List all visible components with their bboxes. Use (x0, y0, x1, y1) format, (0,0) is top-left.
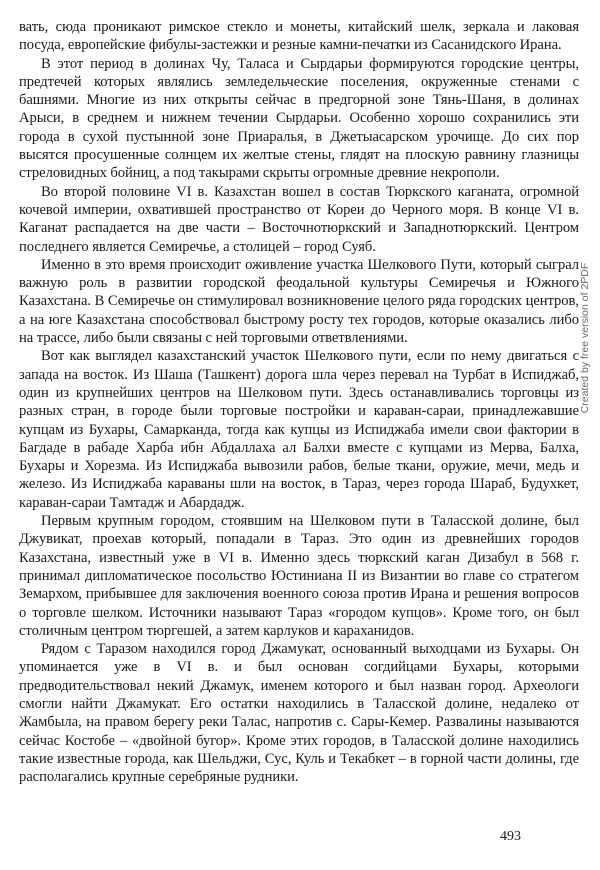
watermark-text: Created by free version of 2PDF (579, 262, 591, 414)
document-page (19, 18, 579, 786)
paragraph-5: Вот как выглядел казахстанский участок Шелкового пути, если по нему двигаться с запада на восток. Из Шаша (Ташкент) дорога шла через перевал на Турбат в Испиджаб, один из крупнейших центров на Шелковом пути. Здесь останавливались торговцы из разных стран, в городе были торговые постройки и караван-сараи, принадлежавшие купцам из Бухары, Самарканда, тогда как купцы из Испиджаба имели свои фактории в Багдаде в рабаде Харба ибн Абдаллаха ал Балхи вместе с купцами из Мерва, Балха, Бухары и Хорезма. Из Испиджаба вывозили рабов, белые ткани, оружие, мечи, медь и железо. Из Испиджаба караваны шли на восток, в Тараз, через города Шараб, Будухкет, караван-сараи Тамтадж и Абардадж. (19, 348, 579, 511)
paragraph-3: Во второй половине VI в. Казахстан вошел в состав Тюркского каганата, огромной кочевой империи, охватившей пространство от Кореи до Черного моря. В конце VI в. Каганат распадается на две части – Восточнотюркский и Западнотюркский. Центром последнего является Семиречье, а столицей – город Суяб. (19, 183, 579, 255)
paragraph-4: Именно в это время происходит оживление участка Шелкового Пути, который сыграл важную роль в развитии городской феодальной культуры Семиречья и Южного Казахстана. В Семиречье он стимулировал возникновение целого ряда городских центров, а на юге Казахстана способствовал быстрому росту тех городов, которые оказались либо на трассе, либо были связаны с ней торговыми ответвлениями. (19, 256, 579, 347)
paragraph-6: Первым крупным городом, стоявшим на Шелковом пути в Таласской долине, был Джувикат, проехав который, попадали в Тараз. Это один из древнейших городов Казахстана, известный уже в VI в. Именно здесь тюркский каган Дизабул в 568 г. принимал дипломатическое посольство Юстиниана II из Византии во главе со стратегом Земархом, прибывшее для заключения военного союза против Ирана и решения вопросов о торговле шелком. Источники называют Тараз «городом купцов». Кроме того, он был столичным центром тюргешей, а затем карлуков и караханидов. (19, 513, 579, 639)
paragraph-2: В этот период в долинах Чу, Таласа и Сырдарьи формируются городские центры, предтечей которых являлись земледельческие поселения, окруженные стенами с башнями. Многие из них открыты сейчас в предгорной зоне Тянь-Шаня, в долинах Арыси, в среднем и нижнем течении Сырдарьи. Особенно хорошо сохранились эти города в сухой пустынной зоне Приаралья, в Джетыасарском урочище. До сих пор высятся просушенные солнцем их желтые стены, глядят на плоскую равнину глазницы стреловидных бойниц, а под такырами скрыты огромные древние некрополи. (19, 55, 579, 182)
paragraph-1: вать, сюда проникают римское стекло и монеты, китайский шелк, зеркала и лаковая посуда, европейские фибулы-застежки и резные камни-печатки из Сасанидского Ирана. (19, 19, 579, 54)
paragraph-7: Рядом с Таразом находился город Джамукат, основанный выходцами из Бухары. Он упоминается уже в VI в. и был основан согдийцами Бухары, которыми предводительствовал некий Джамук, именем которого и был назван город. Археологи смогли найти Джамукат. Его остатки находились в Таласской долине, недалеко от Жамбыла, на правом берегу реки Талас, напротив с. Сары-Кемер. Развалины называются сейчас Костобе – «двойной бугор». Кроме этих городов, в Таласской долине находились такие известные города, как Шельджи, Сус, Куль и Текабкет – в горной части долины, где располагались крупные серебряные рудники. (19, 641, 579, 786)
page-number: 493 (500, 829, 521, 844)
